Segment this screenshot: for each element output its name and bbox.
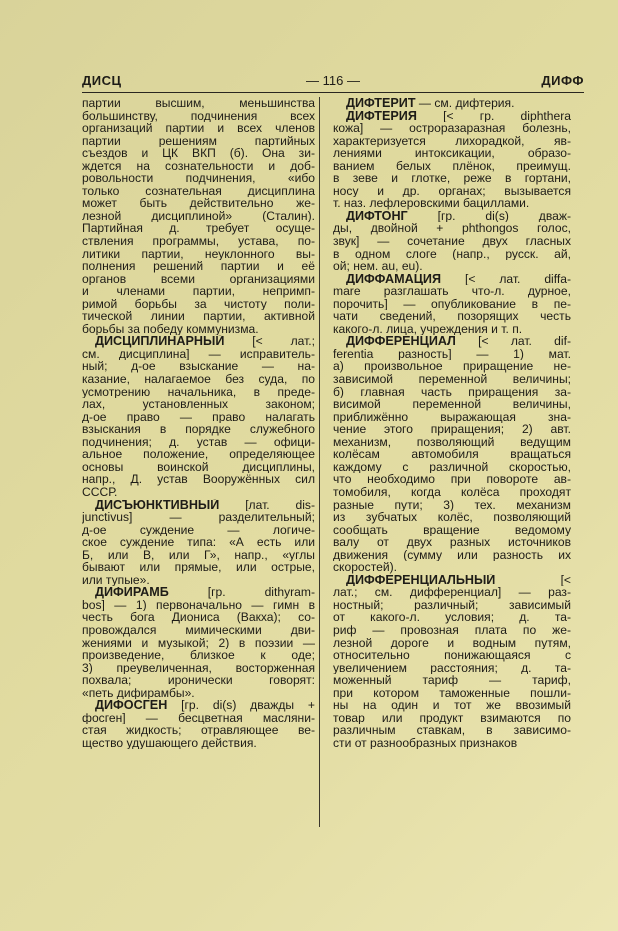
entry-difteriya — [333, 110, 571, 210]
entry-text: — см. дифтерия. — [418, 97, 515, 110]
text-line: приближённо выражающая зна- — [333, 410, 571, 424]
text-line: альное положение, определяющее — [82, 448, 315, 461]
headword: ДИФОСГЕ́Н — [95, 699, 168, 712]
entry-disyunktivny — [82, 499, 315, 587]
left-column — [82, 97, 315, 749]
text-line: колёсам автомобиля вращаться — [333, 448, 571, 461]
text-line: фосген] — бесцветная масляни- — [82, 711, 315, 725]
text-line: риф — провозная плата по же- — [333, 623, 571, 637]
text-line: различным ставкам, в зависимо- — [333, 724, 571, 737]
text-line: стая жидкость; отравляющее ве- — [82, 724, 315, 737]
text-line: ское суждение типа: «А есть или — [82, 536, 315, 549]
entry-text: [гр. dithyram- — [207, 586, 315, 599]
entry-first-line — [333, 273, 571, 286]
entry-distsiplinarny — [82, 335, 315, 498]
headword: ДИФТО́НГ — [346, 209, 408, 223]
entry-text: [< гр. diphthera — [443, 109, 571, 123]
entry-first-line — [82, 586, 315, 599]
entry-text: [лат. dis- — [245, 498, 315, 512]
text-line: товар или продукт взимаются по — [333, 711, 571, 725]
text-line: зависимой переменной величины; — [333, 373, 571, 386]
text-line: лах, установленных законом; — [82, 398, 315, 411]
headword: ДИФТЕРИ́Я — [346, 109, 417, 123]
text-line: взыскания в порядке служебного — [82, 423, 315, 436]
entry-text: [< лат.; — [252, 335, 315, 348]
text-line: честь бога Диониса (Вакха); со- — [82, 611, 315, 624]
text-line: полнения решений партии и её — [82, 260, 315, 273]
text-line: СССР. — [82, 485, 118, 499]
text-line: усмотрению начальника, в преде- — [82, 385, 315, 399]
headword: ДИФФЕРЕНЦИА́Л — [346, 335, 456, 348]
text-line: б) главная часть приращения за- — [333, 385, 571, 399]
entry-text: [< лат. dif- — [478, 335, 571, 348]
text-line: ferentia разность] — 1) мат. — [333, 347, 571, 361]
text-line: какого-л. лица, учреждения и т. п. — [333, 322, 523, 336]
text-line: из зубчатых колёс, позволяющий — [333, 511, 571, 524]
text-line: ны на один и тот же ввозимый — [333, 699, 571, 712]
entry-diffamatsiya — [333, 273, 571, 336]
entry-first-line — [333, 210, 571, 223]
text-line: чение этого приращения; 2) авт. — [333, 423, 571, 436]
text-line: т. наз. лефлеровскими бациллами. — [333, 197, 530, 210]
text-line: валу от двух разных источников — [333, 536, 571, 549]
entry-first-line — [82, 335, 315, 348]
text-line: борьбы за победу коммунизма. — [82, 322, 259, 336]
text-line: литики партии, неуклонного вы- — [82, 247, 315, 261]
text-line: провождался мимическими дви- — [82, 623, 315, 637]
text-line: жениями и музыкой; 2) в поэзии — — [82, 636, 315, 650]
text-line: bos] — 1) первоначально — гимн в — [82, 598, 315, 612]
text-line: ный; д-ое взыскание — на- — [82, 360, 315, 374]
text-line: висимой переменной величины, — [333, 398, 571, 411]
text-line: напр., Д. устав Вооружённых сил — [82, 473, 315, 486]
text-line: в одном слоге (напр., русск. ай, — [333, 247, 571, 261]
text-line: ровольности подчинения, «ибо — [82, 172, 315, 185]
text-line: органов всеми организациями — [82, 272, 315, 286]
text-line: основы воинской дисциплины, — [82, 460, 315, 474]
text-line: механизм, позволяющий ведущим — [333, 435, 571, 449]
column-divider — [319, 97, 320, 827]
entry-text: [гр. di(s) дважды + — [181, 699, 315, 712]
entry-text: [гр. di(s) дваж- — [437, 209, 571, 223]
entry-differentsial — [333, 335, 571, 573]
text-line: съездов и ЦК ВКП (б). Она зи- — [82, 147, 315, 160]
text-line: каждому с различной скоростью, — [333, 460, 571, 474]
entry-first-line — [82, 699, 315, 712]
text-line: при котором таможенные пошли- — [333, 686, 571, 700]
text-line: носу и др. органах; вызывается — [333, 184, 571, 198]
text-line: похвала; иронически говорят: — [82, 674, 315, 687]
text-line: ванием белых плёнок, преимущ. — [333, 159, 571, 173]
text-line: и членами партии, непримп- — [82, 285, 315, 298]
text-line: тической линии партии, активной — [82, 310, 315, 323]
text-line: от какого-л. условия; д. та- — [333, 611, 571, 624]
text-line: ностный; различный; зависимый — [333, 598, 571, 612]
entry-first-line — [333, 110, 571, 123]
headword: ДИФФАМА́ЦИЯ — [346, 272, 442, 286]
dictionary-page — [82, 70, 584, 750]
running-head-right: ДИФФ — [541, 73, 584, 88]
text-line: томобиля, когда колёса проходят — [333, 485, 571, 499]
text-line: относительно понижающаяся с — [333, 649, 571, 662]
page-number: — 116 — — [306, 73, 360, 88]
text-line: лениями интоксикации, образо- — [333, 147, 571, 160]
entry-text: [< — [560, 573, 571, 587]
entry-first-line — [333, 97, 571, 110]
text-line: 3) преувеличенная, восторженная — [82, 661, 315, 675]
headword: ДИФФЕРЕНЦИА́ЛЬНЫЙ — [346, 573, 496, 587]
entry-difosgen — [82, 699, 315, 749]
text-line: лезной дисциплиной» (Сталин). — [82, 209, 315, 223]
right-column — [333, 97, 571, 749]
text-line: характеризуется лихорадкой, яв- — [333, 134, 571, 148]
text-line: см. дисциплина] — исправитель- — [82, 347, 315, 361]
entry-difterit — [333, 97, 571, 110]
text-line: или тупые». — [82, 573, 150, 587]
text-line: ой; нем. au, eu). — [333, 260, 423, 273]
text-line: в зеве и глотке, реже в гортани, — [333, 172, 571, 185]
text-line: партии решениям партийных — [82, 134, 315, 148]
text-line: произведение, близкое к оде; — [82, 649, 315, 662]
entry-text: [< лат. diffa- — [464, 272, 571, 286]
text-line: римой борьбы за чистоту поли- — [82, 297, 315, 311]
text-line: щество удушающего действия. — [82, 736, 257, 750]
text-line: сти от разнообразных признаков — [333, 736, 518, 750]
text-line: что необходимо при повороте ав- — [333, 473, 571, 486]
text-line: лезной дороге и водным путям, — [333, 636, 571, 650]
entry-first-line — [333, 574, 571, 587]
entry-differentsialny — [333, 574, 571, 750]
text-line: звук] — сочетание двух гласных — [333, 235, 571, 248]
text-line: ды, двойной + phthongos голос, — [333, 222, 571, 236]
text-line: сообщать вращение ведомому — [333, 523, 571, 537]
text-line: большинству, подчинения всех — [82, 109, 315, 123]
text-line: Б, или В, или Г», напр., «углы — [82, 548, 315, 562]
text-line: лат.; см. дифференциал] — раз- — [333, 586, 571, 599]
text-line: только сознательная дисциплина — [82, 184, 315, 198]
text-line: порочить] — опубликование в пе- — [333, 297, 571, 311]
headword: ДИФИРА́МБ — [95, 586, 169, 599]
text-line: ствления программы, устава, по- — [82, 235, 315, 248]
text-line: д-ое право — право налагать — [82, 410, 315, 424]
text-line: ждется на сознательности и доб- — [82, 159, 315, 173]
text-line: казание, налагаемое без суда, по — [82, 373, 315, 386]
text-line: движения (сумму или разность их — [333, 548, 571, 562]
headword: ДИФТЕРИ́Т — [346, 97, 416, 110]
text-line: а) произвольное приращение не- — [333, 360, 571, 374]
text-line: чати сведений, позорящих честь — [333, 310, 571, 323]
text-line: моженный тариф — тариф, — [333, 674, 571, 687]
text-line: подчинения; д. устав — офици- — [82, 435, 315, 449]
text-line: увеличением расстояния; д. та- — [333, 661, 571, 675]
text-line: «петь дифирамбы». — [82, 686, 195, 700]
text-line: разные пути; 3) тех. механизм — [333, 498, 571, 512]
entry-diftong — [333, 210, 571, 273]
text-line: д-ое суждение — логиче- — [82, 523, 315, 537]
headword: ДИСЦИПЛИНА́РНЫЙ — [95, 335, 225, 348]
text-line: может быть действительно же- — [82, 197, 315, 210]
running-head-left: ДИСЦ — [82, 73, 122, 88]
entry-first-line — [333, 335, 571, 348]
entry-difiramb — [82, 586, 315, 699]
text-line: скоростей). — [333, 561, 397, 574]
text-line: Партийная д. требует осуще- — [82, 222, 315, 236]
text-line: mare разглашать что-л. дурное, — [333, 285, 571, 298]
headword: ДИСЪЮНКТИ́ВНЫЙ — [95, 498, 220, 512]
text-line: кожа] — остроразаразная болезнь, — [333, 122, 571, 135]
running-head — [82, 70, 584, 93]
text-line: бывают или прямые, или острые, — [82, 561, 315, 574]
text-line: организаций партии и всех членов — [82, 122, 315, 135]
entry-first-line — [82, 499, 315, 512]
text-line: junctivus] — разделительный; — [82, 511, 315, 524]
text-line: партии высшим, меньшинства — [82, 97, 315, 110]
